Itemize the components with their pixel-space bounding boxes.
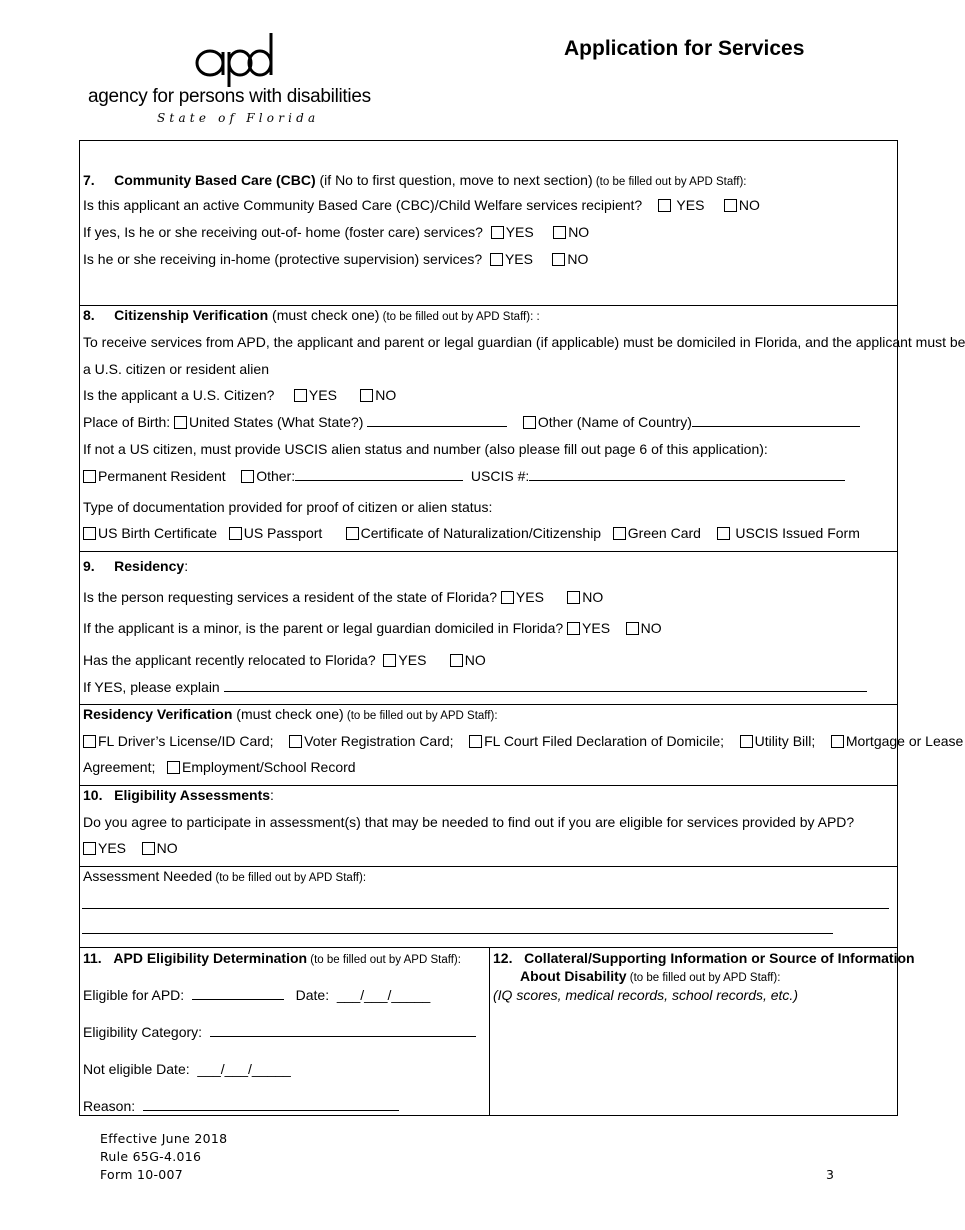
- mortgage-lease-checkbox[interactable]: [831, 735, 844, 748]
- not-eligible-date-field[interactable]: ___/___/_____: [197, 1061, 291, 1077]
- staff-note: (to be filled out by APD Staff):: [307, 954, 461, 966]
- other-status-field[interactable]: [295, 468, 463, 481]
- section-9-heading: 9. Residency:: [83, 558, 189, 574]
- cbc-recipient-question: Is this applicant an active Community Based Care (CBC)/Child Welfare services recipient? YES NO: [83, 197, 760, 213]
- declaration-domicile-checkbox[interactable]: [469, 735, 482, 748]
- us-citizen-yes-checkbox[interactable]: [294, 389, 307, 402]
- alien-status-row: Permanent Resident Other: USCIS #:: [83, 467, 845, 485]
- employment-school-checkbox[interactable]: [167, 761, 180, 774]
- us-citizen-no-checkbox[interactable]: [360, 389, 373, 402]
- section-10-heading: 10. Eligibility Assessments:: [83, 787, 274, 803]
- eligible-date-field[interactable]: ___/___/_____: [336, 987, 431, 1003]
- permanent-resident-checkbox[interactable]: [83, 470, 96, 483]
- section-9-number: 9.: [83, 558, 95, 574]
- reason-field[interactable]: [143, 1098, 399, 1111]
- staff-note: (to be filled out by APD Staff):: [626, 972, 781, 984]
- cbc-recipient-no-checkbox[interactable]: [724, 199, 737, 212]
- us-citizen-question: Is the applicant a U.S. Citizen? YES NO: [83, 387, 397, 403]
- eligibility-category-row: Eligibility Category:: [83, 1023, 476, 1041]
- relocated-yes-checkbox[interactable]: [383, 654, 396, 667]
- section-12-heading-cont: About Disability (to be filled out by APD Staff):: [520, 968, 781, 984]
- staff-note: (to be filled out by APD Staff):: [343, 710, 498, 722]
- section-10-number: 10.: [83, 787, 103, 803]
- citizenship-intro-cont: a U.S. citizen or resident alien: [83, 361, 269, 377]
- section-11-number: 11.: [83, 950, 102, 966]
- place-of-birth-row: Place of Birth: United States (What State?) Other (Name of Country): [83, 413, 860, 431]
- section-7-title: Community Based Care (CBC): [114, 172, 316, 188]
- section-11-heading: [83, 949, 461, 969]
- assessment-answer-row: YES NO: [83, 839, 178, 857]
- assessment-needed-heading: [83, 867, 366, 887]
- section-10-title: Eligibility Assessments: [114, 787, 271, 803]
- apd-logo-mark: [192, 30, 278, 88]
- fl-resident-yes-checkbox[interactable]: [501, 591, 514, 604]
- section-divider: [79, 551, 898, 552]
- page-number: 3: [826, 1167, 835, 1182]
- guardian-no-checkbox[interactable]: [626, 622, 639, 635]
- section-7-heading: [83, 171, 746, 191]
- doc-type-label: Type of documentation provided for proof of citizen or alien status:: [83, 499, 493, 515]
- staff-note: (to be filled out by APD Staff):: [592, 176, 747, 188]
- eligible-field[interactable]: [192, 987, 284, 1000]
- naturalization-checkbox[interactable]: [346, 527, 359, 540]
- section-7-number: 7.: [83, 172, 95, 188]
- column-divider: [489, 947, 490, 1116]
- utility-bill-checkbox[interactable]: [740, 735, 753, 748]
- other-status-checkbox[interactable]: [241, 470, 254, 483]
- drivers-license-checkbox[interactable]: [83, 735, 96, 748]
- pob-other-checkbox[interactable]: [523, 416, 536, 429]
- section-8-number: 8.: [83, 307, 95, 323]
- residency-options-row: FL Driver’s License/ID Card; Voter Registration Card; FL Court Filed Declaration of Domicile; Utility Bill; Mortgage or Lease: [83, 732, 963, 750]
- birth-certificate-checkbox[interactable]: [83, 527, 96, 540]
- fl-resident-no-checkbox[interactable]: [567, 591, 580, 604]
- assessment-line-1[interactable]: [82, 908, 889, 909]
- pob-state-field[interactable]: [367, 414, 507, 427]
- section-9-title: Residency: [114, 558, 185, 574]
- guardian-yes-checkbox[interactable]: [567, 622, 580, 635]
- assessment-no-checkbox[interactable]: [142, 842, 155, 855]
- foster-care-yes-checkbox[interactable]: [491, 226, 504, 239]
- residency-options-row-2: Agreement; Employment/School Record: [83, 759, 356, 775]
- in-home-yes-checkbox[interactable]: [490, 253, 503, 266]
- residency-verification-heading: Residency Verification (must check one) (to be filled out by APD Staff):: [83, 706, 498, 722]
- staff-note: (to be filled out by APD Staff):: [212, 872, 367, 884]
- section-12-title: Collateral/Supporting Information or Source of Information: [524, 950, 915, 966]
- alien-status-note: If not a US citizen, must provide USCIS alien status and number (also please fill out page 6 of this application):: [83, 441, 768, 457]
- logo-state: State of Florida: [157, 111, 320, 125]
- relocation-explain-field[interactable]: [224, 679, 867, 692]
- section-11-title: APD Eligibility Determination: [113, 950, 308, 966]
- assessment-needed-label: Assessment Needed: [83, 868, 213, 884]
- voter-registration-checkbox[interactable]: [289, 735, 302, 748]
- pob-us-checkbox[interactable]: [174, 416, 187, 429]
- footer-rule: Rule 65G-4.016: [100, 1149, 202, 1164]
- in-home-no-checkbox[interactable]: [552, 253, 565, 266]
- citizenship-intro: To receive services from APD, the applicant and parent or legal guardian (if applicable) must be domiciled in Florida, and the applicant must be: [83, 334, 965, 350]
- florida-resident-question: Is the person requesting services a resident of the state of Florida? YES NO: [83, 589, 604, 605]
- residency-verification-title: Residency Verification: [83, 706, 233, 722]
- staff-note: (to be filled out by APD Staff): :: [379, 311, 540, 323]
- section-12-hint: (IQ scores, medical records, school records, etc.): [493, 987, 798, 1003]
- not-eligible-row: Not eligible Date: ___/___/_____: [83, 1061, 291, 1077]
- foster-care-no-checkbox[interactable]: [553, 226, 566, 239]
- section-8-heading: 8. Citizenship Verification (must check one) (to be filled out by APD Staff): :: [83, 307, 540, 323]
- assessment-line-2[interactable]: [82, 933, 833, 934]
- eligibility-category-field[interactable]: [210, 1024, 476, 1037]
- green-card-checkbox[interactable]: [613, 527, 626, 540]
- logo-agency-name: agency for persons with disabilities: [88, 86, 371, 107]
- relocated-no-checkbox[interactable]: [450, 654, 463, 667]
- section-12-number: 12.: [493, 950, 513, 966]
- foster-care-question: If yes, Is he or she receiving out-of- home (foster care) services? YES NO: [83, 224, 590, 240]
- relocated-question: Has the applicant recently relocated to Florida? YES NO: [83, 652, 486, 668]
- passport-checkbox[interactable]: [229, 527, 242, 540]
- section-8-title: Citizenship Verification: [114, 307, 269, 323]
- eligible-for-apd-row: Eligible for APD: Date: ___/___/_____: [83, 987, 431, 1003]
- assessment-yes-checkbox[interactable]: [83, 842, 96, 855]
- uscis-number-field[interactable]: [529, 468, 845, 481]
- section-7-title-note: (if No to first question, move to next section): [315, 172, 593, 188]
- guardian-domicile-question: If the applicant is a minor, is the parent or legal guardian domiciled in Florida? YES NO: [83, 620, 662, 636]
- in-home-question: Is he or she receiving in-home (protective supervision) services? YES NO: [83, 251, 589, 267]
- reason-row: Reason:: [83, 1097, 399, 1115]
- relocation-explain-row: If YES, please explain: [83, 678, 867, 696]
- assessment-question: Do you agree to participate in assessment(s) that may be needed to find out if you are eligible for services provided by APD?: [83, 814, 855, 830]
- cbc-recipient-yes-checkbox[interactable]: [658, 199, 671, 212]
- page-title: Application for Services: [564, 37, 805, 60]
- footer-form-number: Form 10-007: [100, 1167, 184, 1182]
- doc-type-options: US Birth Certificate US Passport Certificate of Naturalization/Citizenship Green Card USCIS Issued Form: [83, 524, 860, 542]
- footer-effective-date: Effective June 2018: [100, 1131, 228, 1146]
- pob-country-field[interactable]: [692, 414, 860, 427]
- uscis-form-checkbox[interactable]: [717, 527, 730, 540]
- section-12-heading: [493, 949, 915, 967]
